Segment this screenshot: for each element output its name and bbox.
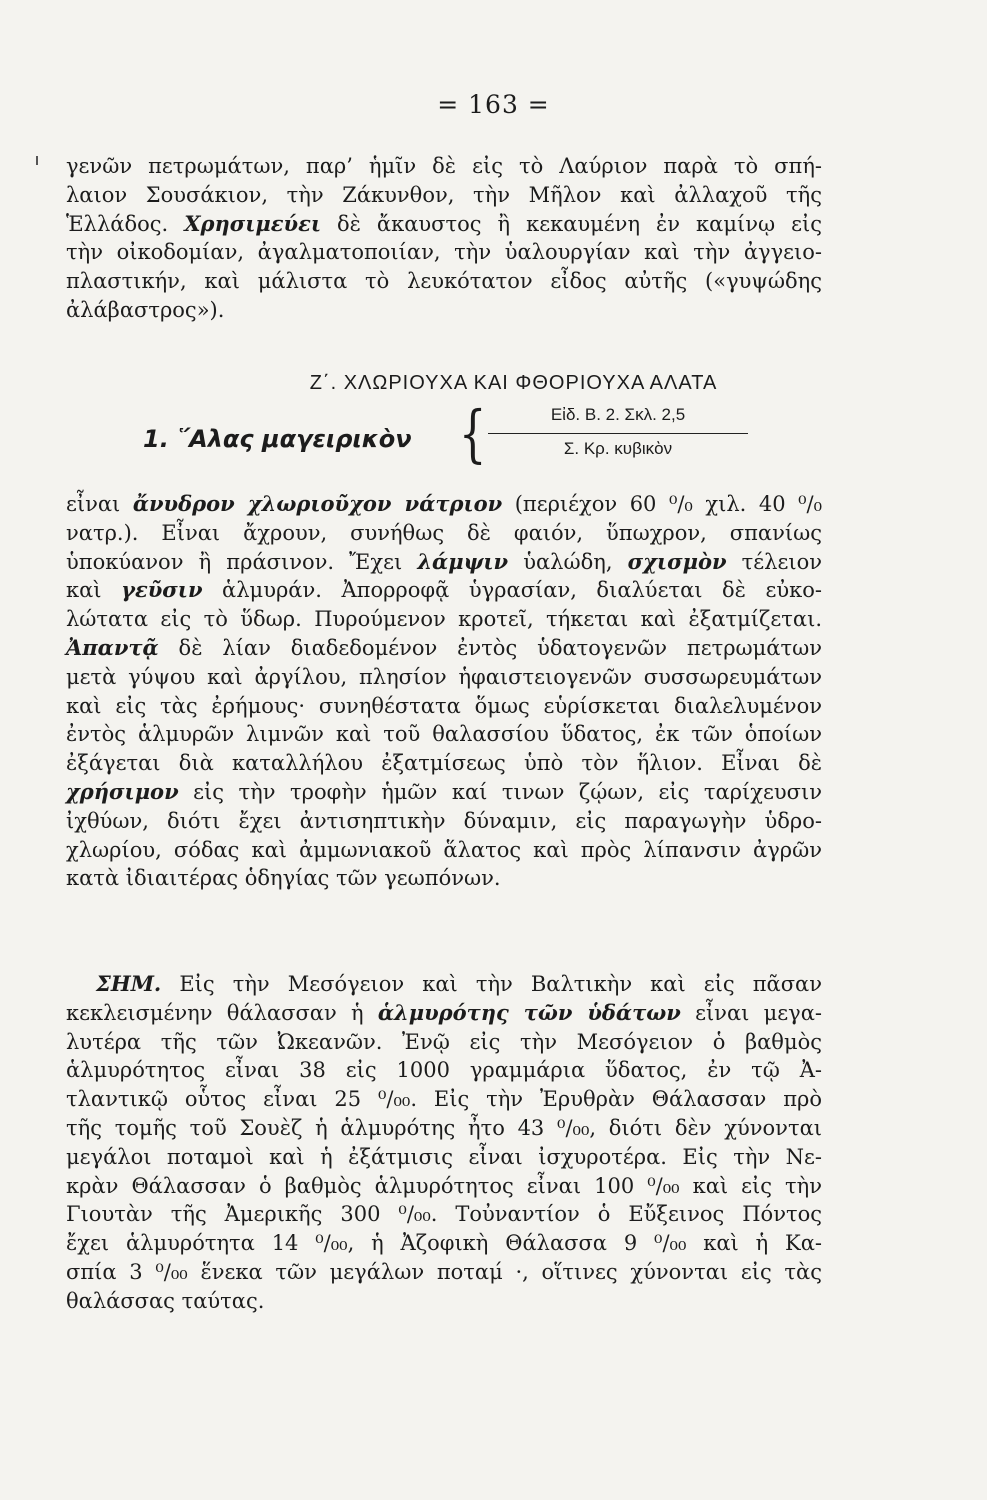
text-line: εἶναι ἄνυδρον χλωριοῦχον νάτριον (περιέχον 60 ⁰/₀ χιλ. 40 ⁰/₀	[66, 491, 822, 516]
text-line: γενῶν πετρωμάτων, παρ’ ἡμῖν δὲ εἰς τὸ Λαύριον παρὰ τὸ σπή-	[66, 154, 822, 178]
page-number: = 163 =	[437, 90, 550, 119]
text-line: ἀλάβαστρος»).	[66, 297, 225, 322]
salt-paragraph	[66, 490, 822, 893]
emphasis: ΣΗΜ.	[96, 971, 162, 996]
text-line: Γιουτὰν τῆς Ἀμερικῆς 300 ⁰/₀₀. Τοὐναντίον ὁ Εὔξεινος Πόντος	[66, 1202, 822, 1227]
emphasis: Ἀπαντᾷ	[66, 634, 159, 660]
text-line: κατὰ ἰδιαιτέρας ὁδηγίας τῶν γεωπόνων.	[66, 866, 501, 891]
text-line: πλαστικήν, καὶ μάλιστα τὸ λευκότατον εἶδος αὐτῆς («γυψώδης	[66, 269, 822, 294]
text-line: λαιον Σουσάκιον, τὴν Ζάκυνθον, τὴν Μῆλον καὶ ἀλλαχοῦ τῆς	[66, 182, 822, 207]
note-paragraph	[66, 970, 822, 1316]
text-line: ΣΗΜ. Εἰς τὴν Μεσόγειον καὶ τὴν Βαλτικὴν καὶ εἰς πᾶσαν	[96, 971, 822, 996]
text-line: καὶ γεῦσιν ἁλμυράν. Ἀπορροφᾷ ὑγρασίαν, διαλύεται δὲ εὐκο-	[66, 577, 822, 603]
text-line: σπία 3 ⁰/₀₀ ἕνεκα τῶν μεγάλων ποταμ́ ·, οἵτινες χύνονται εἰς τὰς	[66, 1259, 822, 1284]
emphasis: ἁλμυρότης τῶν ὑδάτων	[377, 999, 681, 1025]
text-line: ἰχθύων, διότι ἔχει ἀντισηπτικὴν δύναμιν, εἰς παραγωγὴν ὑδρο-	[66, 808, 822, 833]
text-line: ἁλμυρότητος εἶναι 38 εἰς 1000 γραμμάρια ὕδατος, ἐν τῷ Ἀ-	[66, 1058, 822, 1083]
text-line: Ἀπαντᾷ δὲ λίαν διαδεδομένον ἐντὸς ὑδατογενῶν πετρωμάτων	[66, 634, 822, 660]
emphasis: χρήσιμον	[66, 778, 179, 804]
text-line: τὴν οἰκοδομίαν, ἀγαλματοποιίαν, τὴν ὑαλουργίαν καὶ τὴν ἀγγειο-	[66, 240, 822, 265]
formula-rule	[488, 433, 748, 434]
brace: {	[458, 397, 487, 470]
text-line: ἔχει ἁλμυρότητα 14 ⁰/₀₀, ἡ Ἀζοφικὴ Θάλασσα 9 ⁰/₀₀ καὶ ἡ Κα-	[66, 1231, 822, 1256]
text-line: τῆς τομῆς τοῦ Σουὲζ ἡ ἁλμυρότης ἦτο 43 ⁰/₀₀, διότι δὲν χύνονται	[66, 1115, 822, 1140]
formula-top: Εἰδ. Β. 2. Σκλ. 2,5	[550, 405, 686, 424]
text-line: καὶ εἰς τὰς ἐρήμους· συνηθέστατα ὅμως εὑρίσκεται διαλελυμένον	[66, 693, 822, 718]
emphasis: λάμψιν	[417, 548, 509, 574]
text-line: χρήσιμον εἰς τὴν τροφὴν ἡμῶν καί τινων ζῴων, εἰς ταρίχευσιν	[66, 778, 822, 804]
margin-mark	[36, 156, 38, 165]
text-line: ἐξάγεται διὰ καταλλήλου ἐξατμίσεως ὑπὸ τὸν ἥλιον. Εἶναι δὲ	[66, 751, 822, 776]
formula-bottom: Σ. Κρ. κυβικὸν	[563, 439, 673, 458]
text-line: κρὰν Θάλασσαν ὁ βαθμὸς ἁλμυρότητος εἶναι 100 ⁰/₀₀ καὶ εἰς τὴν	[66, 1173, 822, 1198]
emphasis: Χρησιμεύει	[184, 210, 321, 236]
mineral-entry	[143, 397, 803, 473]
text-line: ἐντὸς ἁλμυρῶν λιμνῶν καὶ τοῦ θαλασσίου ὕδατος, ἐκ τῶν ὁποίων	[66, 722, 822, 747]
text-line: νατρ.). Εἶναι ἄχρουν, συνήθως δὲ φαιόν, ὕπωχρον, σπανίως	[66, 520, 822, 545]
text-line: θαλάσσας ταύτας.	[66, 1288, 265, 1313]
text-line: τλαντικῷ οὗτος εἶναι 25 ⁰/₀₀. Εἰς τὴν Ἐρυθρὰν Θάλασσαν πρὸ	[66, 1087, 822, 1112]
entry-title: 1. ῞Αλας μαγειρικὸν	[143, 425, 412, 453]
text-line: χλωρίου, σόδας καὶ ἀμμωνιακοῦ ἅλατος καὶ πρὸς λίπανσιν ἀγρῶν	[66, 837, 822, 862]
text-line: λυτέρα τῆς τῶν Ὠκεανῶν. Ἐνῷ εἰς τὴν Μεσόγειον ὁ βαθμὸς	[66, 1029, 822, 1054]
text-line: μετὰ γύψου καὶ ἀργίλου, πλησίον ἡφαιστειογενῶν συσσωρευμάτων	[66, 664, 822, 689]
emphasis: ἄνυδρον χλωριοῦχον νάτριον	[132, 491, 503, 516]
emphasis: σχισμὸν	[627, 548, 727, 574]
section-heading: Ζ΄. ΧΛΩΡΙΟΥΧΑ ΚΑΙ ΦΘΟΡΙΟΥΧΑ ΑΛΑΤΑ	[309, 372, 718, 394]
text-line: Ἑλλάδος. Χρησιμεύει δὲ ἄκαυστος ἢ κεκαυμένη ἐν καμίνῳ εἰς	[66, 210, 822, 236]
text-line: λώτατα εἰς τὸ ὕδωρ. Πυρούμενον κροτεῖ, τήκεται καὶ ἐξατμίζεται.	[66, 607, 822, 632]
top-paragraph	[66, 152, 822, 325]
text-line: μεγάλοι ποταμοὶ καὶ ἡ ἐξάτμισις εἶναι ἰσχυροτέρα. Εἰς τὴν Νε-	[66, 1144, 822, 1169]
text-line: ὑποκύανον ἢ πράσινον. Ἔχει λάμψιν ὑαλώδη, σχισμὸν τέλειον	[66, 548, 822, 574]
text-line: κεκλεισμένην θάλασσαν ἡ ἁλμυρότης τῶν ὑδάτων εἶναι μεγα-	[66, 999, 822, 1025]
emphasis: γεῦσιν	[121, 577, 203, 603]
